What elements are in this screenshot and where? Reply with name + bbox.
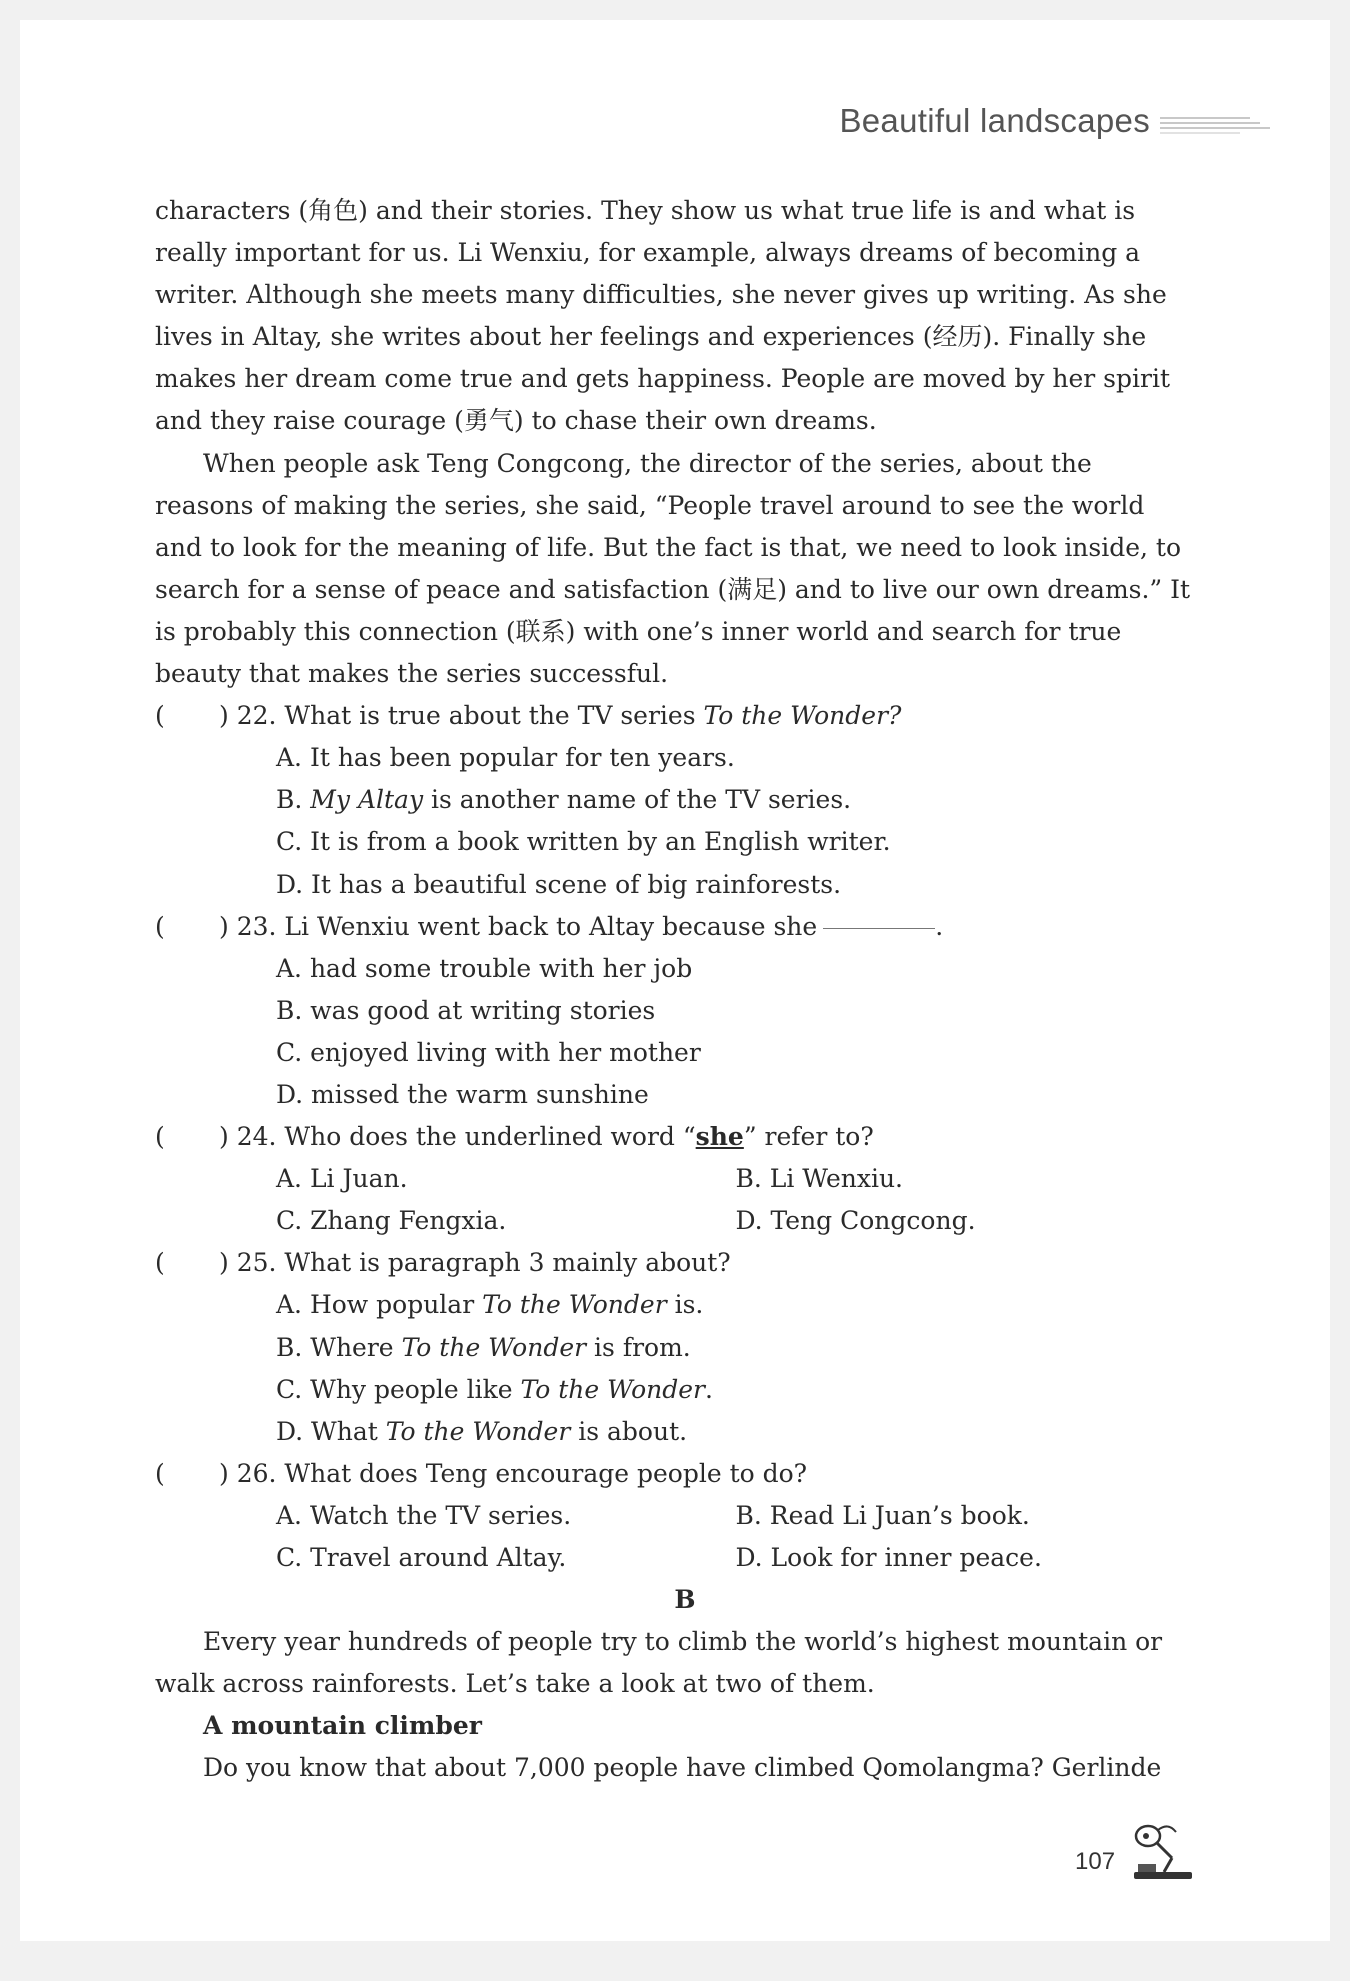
question-number-22: ) 22. [219,701,277,731]
fill-blank-23[interactable] [823,927,935,929]
question-number-25: ) 25. [219,1248,277,1278]
option-22-a: A. It has been popular for ten years. [276,743,735,773]
option-25-a-start: A. How popular [276,1290,475,1320]
question-24-text-start: Who does the underlined word “ [284,1122,696,1152]
option-row [276,1495,1195,1537]
question-23 [155,906,1195,1116]
question-26-options [155,1495,1195,1579]
question-26 [155,1453,1195,1579]
option-23-b: B. was good at writing stories [276,995,656,1025]
question-22-text: What is true about the TV series [284,701,696,731]
answer-bracket-25[interactable]: ( [155,1248,165,1278]
question-number-26: ) 26. [219,1458,277,1488]
question-22-stem [155,695,1195,737]
answer-bracket-26[interactable]: ( [155,1458,165,1488]
option-22-b-letter: B. [276,785,303,815]
question-25-options [155,1284,1195,1452]
header-title: Beautiful landscapes [839,102,1150,139]
question-number-23: ) 23. [219,911,277,941]
option-25-b [276,1327,1195,1369]
option-25-d-start: D. What [276,1416,378,1446]
option-25-a-end: is. [674,1290,704,1320]
question-24-text-end: ” refer to? [743,1122,874,1152]
option-22-b-title: My Altay [310,785,424,815]
option-23-a: A. had some trouble with her job [276,953,693,983]
document-page [20,20,1330,1941]
option-25-b-title: To the Wonder [401,1332,587,1362]
question-25 [155,1242,1195,1452]
option-25-c [276,1369,1195,1411]
question-26-text: What does Teng encourage people to do? [284,1458,808,1488]
option-26-d: D. Look for inner peace. [735,1543,1042,1572]
option-25-d-title: To the Wonder [385,1416,571,1446]
question-26-stem [155,1453,1195,1495]
question-24-options [155,1158,1195,1242]
passage-a-paragraph-1: characters (角色) and their stories. They show us what true life is and what is really important for us. Li Wenxiu, for example, always dreams of becoming a writer. Although she meets many difficulties, she never gives up writing. As she lives in Altay, she writes about her feelings and experiences (经历). Finally she makes her dream come true and gets happiness. People are moved by her spirit and they raise courage (勇气) to chase their own dreams. [155,196,1171,436]
question-24-stem [155,1116,1195,1158]
header-lines-decoration [1160,114,1272,136]
answer-bracket-23[interactable]: ( [155,911,165,941]
option-25-a-title: To the Wonder [482,1290,667,1320]
question-number-24: ) 24. [219,1122,277,1152]
option-25-d-end: is about. [578,1416,688,1446]
option-22-b-text: is another name of the TV series. [431,785,852,815]
option-26-b: B. Read Li Juan’s book. [735,1500,1030,1530]
option-24-c: C. Zhang Fengxia. [276,1206,507,1236]
option-22-b [276,779,1195,821]
option-23-c: C. enjoyed living with her mother [276,1037,701,1067]
answer-bracket-22[interactable]: ( [155,701,165,731]
question-23-period: . [935,911,944,941]
section-b-line-1: Do you know that about 7,000 people have climbed Qomolangma? Gerlinde [203,1753,1162,1783]
option-24-a: A. Li Juan. [276,1164,408,1194]
option-23-d: D. missed the warm sunshine [276,1079,649,1109]
option-26-c: C. Travel around Altay. [276,1543,567,1572]
option-row [276,1158,1195,1200]
question-25-stem [155,1242,1195,1284]
section-b-intro: Every year hundreds of people try to climb the world’s highest mountain or walk across rainforests. Let’s take a look at two of them. [155,1627,1163,1699]
option-25-a [276,1284,1195,1326]
option-24-d: D. Teng Congcong. [735,1206,976,1236]
page-content [155,190,1195,1790]
option-26-a: A. Watch the TV series. [276,1500,572,1530]
running-header [839,102,1272,140]
option-25-b-end: is from. [594,1332,691,1362]
reading-lamp-mascot-icon [1128,1820,1198,1882]
option-row [276,1200,1195,1242]
option-25-c-start: C. Why people like [276,1374,513,1404]
option-22-d: D. It has a beautiful scene of big rainforests. [276,869,842,899]
underlined-word: she [695,1122,744,1152]
option-25-c-end: . [705,1374,713,1404]
question-23-options [155,948,1195,1116]
question-22-series-title: To the Wonder? [703,701,902,731]
option-25-b-start: B. Where [276,1332,394,1362]
question-22-options [155,737,1195,905]
question-24 [155,1116,1195,1242]
option-24-b: B. Li Wenxiu. [735,1164,904,1194]
passage-a-paragraph-2: When people ask Teng Congcong, the director of the series, about the reasons of making the series, she said, “People travel around to see the world and to look for the meaning of life. But the fact is that, we need to look inside, to search for a sense of peace and satisfaction (满足) and to live our own dreams.” It is probably this connection (联系) with one’s inner world and search for true beauty that makes the series successful. [155,448,1191,689]
question-22 [155,695,1195,905]
question-23-text: Li Wenxiu went back to Altay because she [284,911,818,941]
option-25-d [276,1411,1195,1453]
section-b-label: B [674,1585,696,1615]
section-b-subheading: A mountain climber [203,1711,482,1741]
option-25-c-title: To the Wonder [520,1374,706,1404]
question-25-text: What is paragraph 3 mainly about? [284,1248,731,1278]
page-number: 107 [1075,1848,1116,1875]
option-22-c: C. It is from a book written by an English writer. [276,827,891,857]
option-row [276,1537,1195,1579]
question-23-stem [155,906,1195,948]
answer-bracket-24[interactable]: ( [155,1122,165,1152]
